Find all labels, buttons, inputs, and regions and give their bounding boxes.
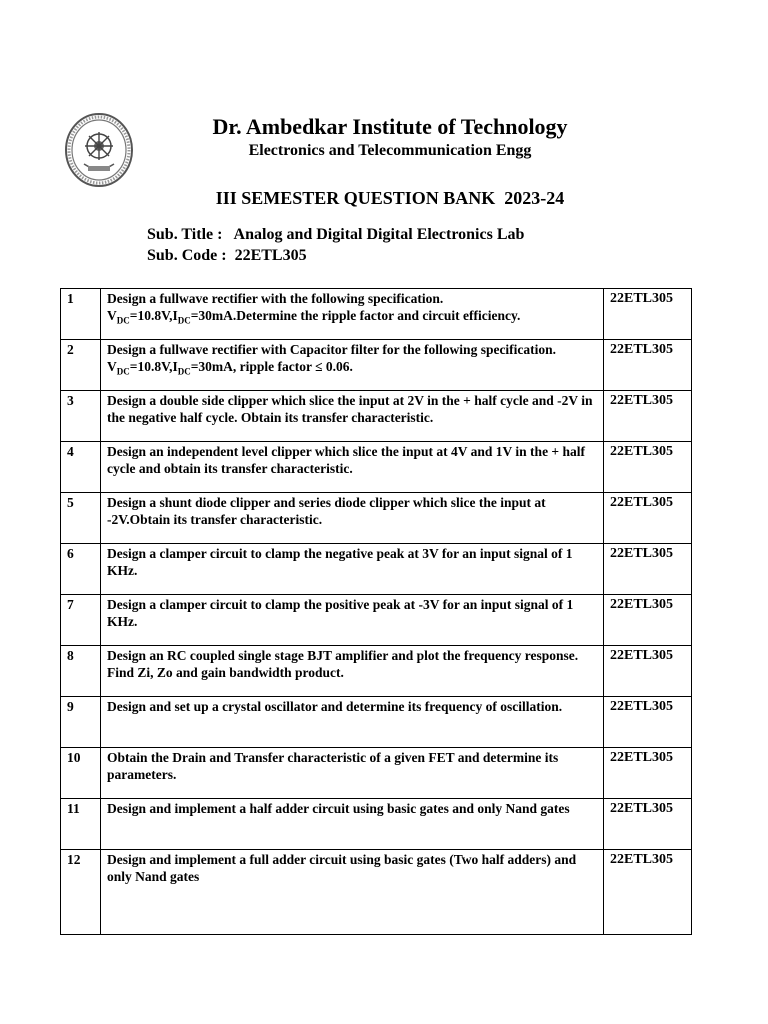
question-text: Design and set up a crystal oscillator and determine its frequency of oscillation. (101, 697, 604, 748)
question-code: 22ETL305 (604, 391, 692, 442)
question-text: Design an RC coupled single stage BJT amplifier and plot the frequency response. Find Zi, Zo and gain bandwidth product. (101, 646, 604, 697)
question-number: 2 (61, 340, 101, 391)
question-row (61, 493, 692, 544)
question-row (61, 799, 692, 850)
question-row (61, 289, 692, 340)
department-name: Electronics and Telecommunication Engg (248, 142, 532, 159)
question-code: 22ETL305 (604, 544, 692, 595)
question-table (60, 288, 692, 935)
question-text: Design and implement a half adder circuit using basic gates and only Nand gates (101, 799, 604, 850)
question-bank-title: III SEMESTER QUESTION BANK 2023-24 (215, 188, 565, 208)
question-code: 22ETL305 (604, 697, 692, 748)
question-row (61, 748, 692, 799)
question-row (61, 595, 692, 646)
question-number: 1 (61, 289, 101, 340)
question-text: Design a shunt diode clipper and series diode clipper which slice the input at -2V.Obtain its transfer characteristic. (101, 493, 604, 544)
question-text: Obtain the Drain and Transfer characteristic of a given FET and determine its parameters. (101, 748, 604, 799)
question-row (61, 697, 692, 748)
question-text: Design an independent level clipper which slice the input at 4V and 1V in the + half cycle and obtain its transfer characteristic. (101, 442, 604, 493)
question-row (61, 646, 692, 697)
subject-title: Sub. Title : Analog and Digital Digital Electronics Lab (147, 226, 525, 243)
question-row (61, 391, 692, 442)
question-code: 22ETL305 (604, 850, 692, 935)
question-code: 22ETL305 (604, 289, 692, 340)
question-number: 11 (61, 799, 101, 850)
question-code: 22ETL305 (604, 493, 692, 544)
question-text: Design and implement a full adder circuit using basic gates (Two half adders) and only Nand gates (101, 850, 604, 935)
question-text: Design a double side clipper which slice the input at 2V in the + half cycle and -2V in the negative half cycle. Obtain its transfer characteristic. (101, 391, 604, 442)
question-code: 22ETL305 (604, 646, 692, 697)
question-code: 22ETL305 (604, 595, 692, 646)
question-code: 22ETL305 (604, 442, 692, 493)
question-text: Design a fullwave rectifier with the following specification. $V_{DC}=10.8V,I_{DC}=30mA.Determine$ the ripple factor and circuit efficiency. (101, 289, 604, 340)
question-code: 22ETL305 (604, 799, 692, 850)
question-text: Design a clamper circuit to clamp the positive peak at -3V for an input signal of 1 KHz. (101, 595, 604, 646)
question-row (61, 340, 692, 391)
subject-code: Sub. Code : 22ETL305 (147, 247, 307, 264)
question-code: 22ETL305 (604, 748, 692, 799)
question-number: 5 (61, 493, 101, 544)
question-number: 6 (61, 544, 101, 595)
question-number: 10 (61, 748, 101, 799)
question-number: 8 (61, 646, 101, 697)
question-number: 3 (61, 391, 101, 442)
question-text: Design a clamper circuit to clamp the negative peak at 3V for an input signal of 1 KHz. (101, 544, 604, 595)
institute-name: Dr. Ambedkar Institute of Technology (212, 114, 568, 139)
question-row (61, 850, 692, 935)
question-text: Design a fullwave rectifier with Capacitor filter for the following specification. $V_{DC}=10.8V,I_{DC}=30mA$, ripple factor ≤ 0.06. (101, 340, 604, 391)
question-number: 7 (61, 595, 101, 646)
question-row (61, 544, 692, 595)
question-row (61, 442, 692, 493)
question-code: 22ETL305 (604, 340, 692, 391)
question-number: 12 (61, 850, 101, 935)
question-number: 9 (61, 697, 101, 748)
question-number: 4 (61, 442, 101, 493)
